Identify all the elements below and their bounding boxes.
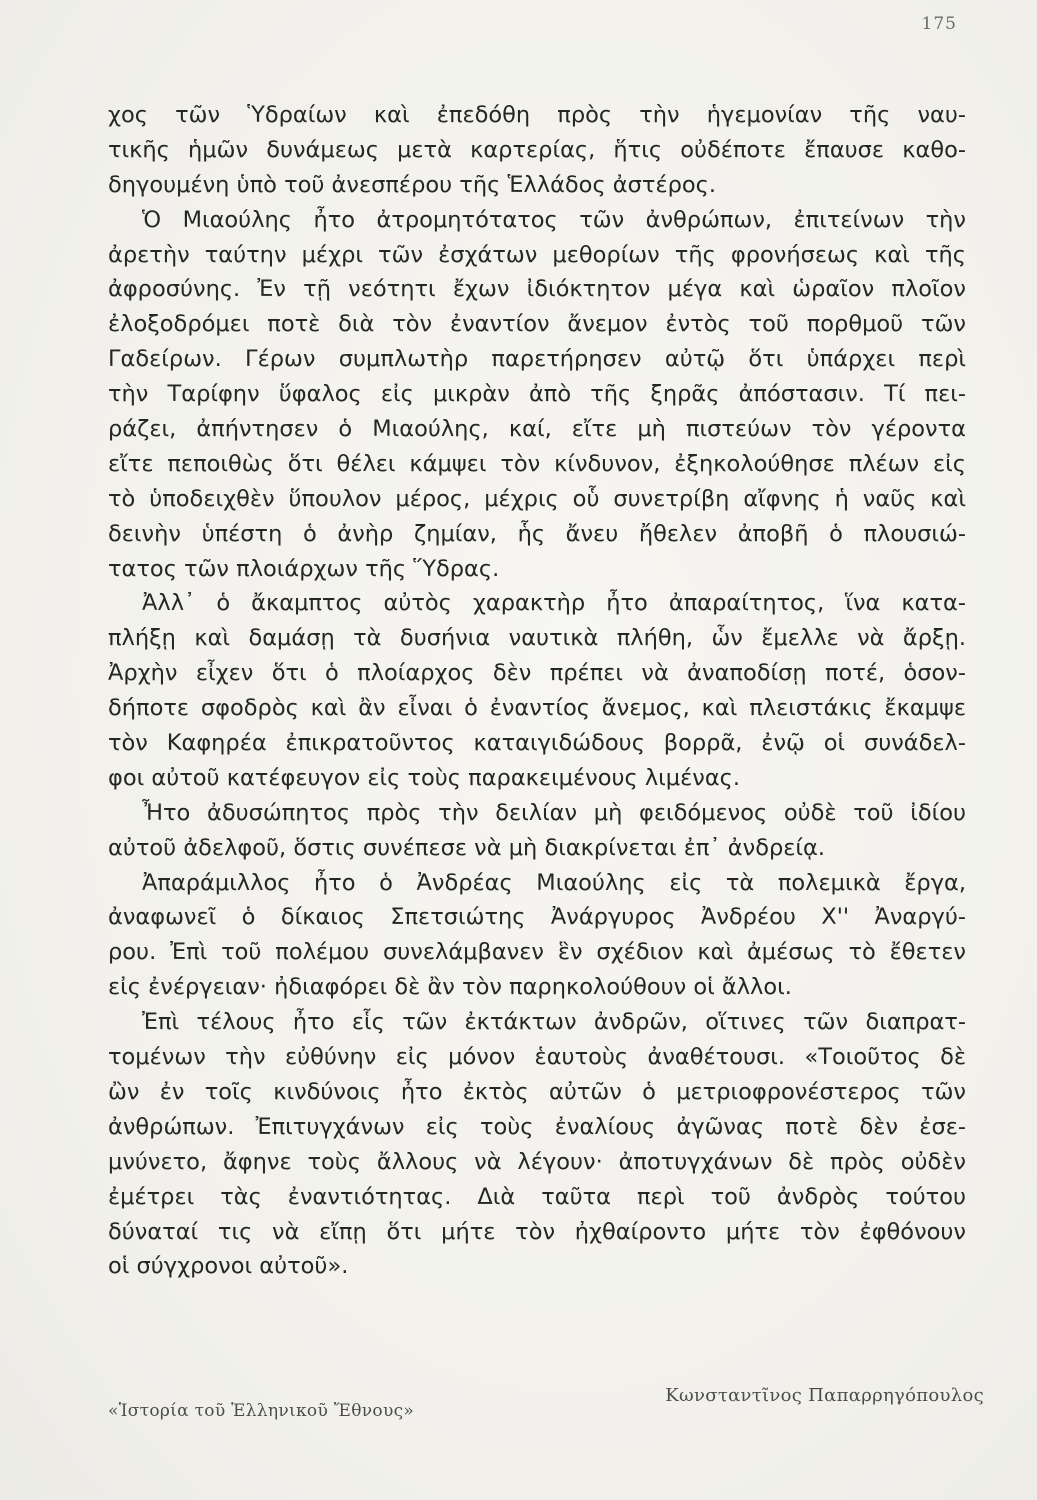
text-line: ἐμέτρει τὰς ἐναντιότητας. Διὰ ταῦτα περὶ τοῦ ἀνδρὸς τούτου <box>108 1183 966 1210</box>
text-line: τὸν Καφηρέα ἐπικρατοῦντος καταιγιδώδους βορρᾶ, ἐνῷ οἱ συνάδελ- <box>108 730 966 757</box>
text-line: δύναταί τις νὰ εἴπῃ ὅτι μήτε τὸν ἠχθαίροντο μήτε τὸν ἐφθόνουν <box>108 1218 966 1245</box>
text-line: Γαδείρων. Γέρων συμπλωτὴρ παρετήρησεν αὐτῷ ὅτι ὑπάρχει περὶ <box>108 346 966 373</box>
text-line: πλήξῃ καὶ δαμάσῃ τὰ δυσήνια ναυτικὰ πλήθη, ὧν ἔμελλε νὰ ἄρξῃ. <box>108 625 966 652</box>
text-line: τικῆς ἡμῶν δυνάμεως μετὰ καρτερίας, ἥτις οὐδέποτε ἔπαυσε καθο- <box>108 136 966 163</box>
text-line: τὸ ὑποδειχθὲν ὕπουλον μέρος, μέχρις οὗ συνετρίβη αἴφνης ἡ ναῦς καὶ <box>108 485 966 512</box>
text-line: μνύνετο, ἄφηνε τοὺς ἄλλους νὰ λέγουν· ἀποτυγχάνων δὲ πρὸς οὐδὲν <box>108 1148 966 1175</box>
text-line: Ἐπὶ τέλους ἦτο εἷς τῶν ἐκτάκτων ἀνδρῶν, οἵτινες τῶν διαπρατ- <box>142 1009 966 1036</box>
text-line: ράζει, ἀπήντησεν ὁ Μιαούλης, καί, εἴτε μὴ πιστεύων τὸν γέροντα <box>108 416 966 443</box>
text-line: αὐτοῦ ἀδελφοῦ, ὅστις συνέπεσε νὰ μὴ διακρίνεται ἐπ᾽ ἀνδρείᾳ. <box>108 834 826 861</box>
text-line: τατος τῶν πλοιάρχων τῆς Ὕδρας. <box>108 555 500 582</box>
text-line: οἱ σύγχρονοι αὐτοῦ». <box>108 1253 349 1280</box>
text-line: δεινὴν ὑπέστη ὁ ἀνὴρ ζημίαν, ἧς ἄνευ ἤθελεν ἀποβῆ ὁ πλουσιώ- <box>108 520 966 547</box>
page-number: 175 <box>921 14 957 34</box>
text-line: ἀνθρώπων. Ἐπιτυγχάνων εἰς τοὺς ἐναλίους ἀγῶνας ποτὲ δὲν ἐσε- <box>108 1113 966 1140</box>
text-line: τὴν Ταρίφην ὕφαλος εἰς μικρὰν ἀπὸ τῆς ξηρᾶς ἀπόστασιν. Τί πει- <box>108 381 966 408</box>
body-text <box>108 98 966 1284</box>
text-line: χος τῶν Ὑδραίων καὶ ἐπεδόθη πρὸς τὴν ἡγεμονίαν τῆς ναυ- <box>108 102 966 128</box>
text-line: τομένων τὴν εὐθύνην εἰς μόνον ἑαυτοὺς ἀναθέτουσι. «Τοιοῦτος δὲ <box>108 1044 966 1071</box>
text-line: ἐλοξοδρόμει ποτὲ διὰ τὸν ἐναντίον ἄνεμον ἐντὸς τοῦ πορθμοῦ τῶν <box>108 311 966 338</box>
author-name: Κωνσταντῖνος Παπαρρηγόπουλος <box>665 1385 984 1406</box>
text-line: δηγουμένη ὑπὸ τοῦ ἀνεσπέρου τῆς Ἑλλάδος ἀστέρος. <box>108 171 717 198</box>
text-line: ἀφροσύνης. Ἐν τῇ νεότητι ἔχων ἰδιόκτητον μέγα καὶ ὡραῖον πλοῖον <box>108 276 966 303</box>
text-line: εἴτε πεποιθὼς ὅτι θέλει κάμψει τὸν κίνδυνον, ἐξηκολούθησε πλέων εἰς <box>108 450 966 477</box>
text-line: Ἀπαράμιλλος ἦτο ὁ Ἀνδρέας Μιαούλης εἰς τὰ πολεμικὰ ἔργα, <box>142 869 966 896</box>
text-line: εἰς ἐνέργειαν· ἠδιαφόρει δὲ ἂν τὸν παρηκολούθουν οἱ ἄλλοι. <box>108 974 792 1001</box>
text-line: δήποτε σφοδρὸς καὶ ἂν εἶναι ὁ ἐναντίος ἄνεμος, καὶ πλειστάκις ἔκαμψε <box>108 695 966 722</box>
text-line: ρου. Ἐπὶ τοῦ πολέμου συνελάμβανεν ἓν σχέδιον καὶ ἀμέσως τὸ ἔθετεν <box>108 939 966 966</box>
page-footer <box>108 1385 984 1425</box>
source-citation: «Ἱστορία τοῦ Ἑλληνικοῦ Ἔθνους» <box>108 1401 415 1421</box>
text-line: Ἀρχὴν εἶχεν ὅτι ὁ πλοίαρχος δὲν πρέπει νὰ ἀναποδίσῃ ποτέ, ὁσον- <box>108 660 966 687</box>
text-line: Ἦτο ἀδυσώπητος πρὸς τὴν δειλίαν μὴ φειδόμενος οὐδὲ τοῦ ἰδίου <box>142 799 966 826</box>
text-line: ἀρετὴν ταύτην μέχρι τῶν ἐσχάτων μεθορίων τῆς φρονήσεως καὶ τῆς <box>108 241 966 268</box>
text-line: φοι αὐτοῦ κατέφευγον εἰς τοὺς παρακειμένους λιμένας. <box>108 764 741 791</box>
text-line: Ἀλλ᾽ ὁ ἄκαμπτος αὐτὸς χαρακτὴρ ἦτο ἀπαραίτητος, ἵνα κατα- <box>142 590 966 617</box>
text-line: ὢν ἐν τοῖς κινδύνοις ἦτο ἐκτὸς αὐτῶν ὁ μετριοφρονέστερος τῶν <box>108 1078 966 1105</box>
text-line: Ὁ Μιαούλης ἦτο ἀτρομητότατος τῶν ἀνθρώπων, ἐπιτείνων τὴν <box>142 206 966 233</box>
text-line: ἀναφωνεῖ ὁ δίκαιος Σπετσιώτης Ἀνάργυρος Ἀνδρέου Χ'' Ἀναργύ- <box>108 904 966 931</box>
